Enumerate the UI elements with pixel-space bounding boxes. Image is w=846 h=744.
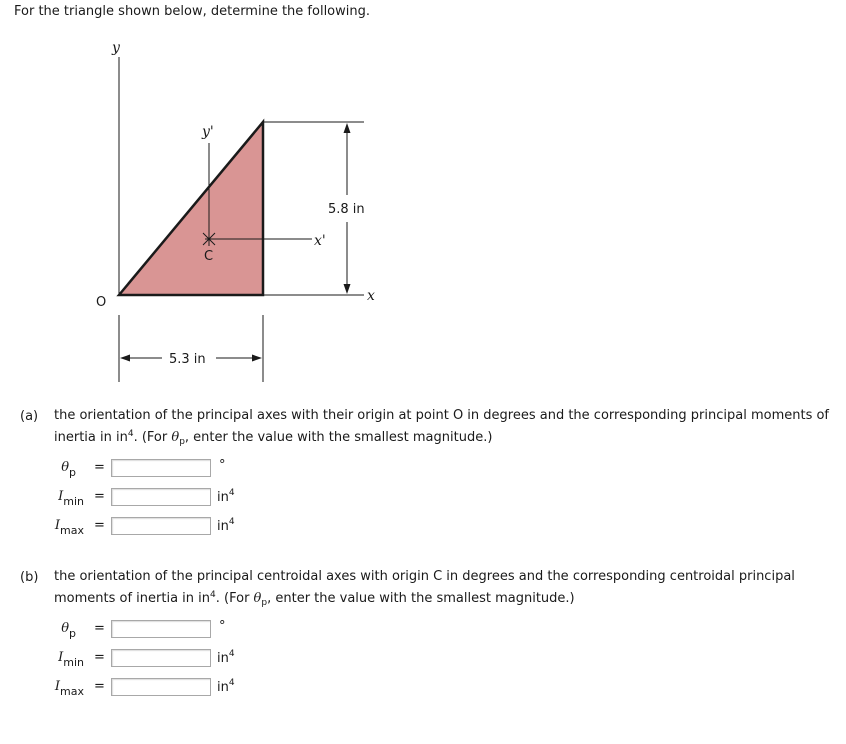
equals-sign: =: [94, 489, 105, 504]
part-b-imin-input[interactable]: [111, 649, 211, 667]
inch4-unit: $in^4$: [217, 488, 235, 505]
part-a-imax-input[interactable]: [111, 517, 211, 535]
part-b-imax-row: [0, 677, 846, 699]
arrow-up: [344, 123, 351, 133]
inch4-unit: $in^4$: [217, 678, 235, 695]
part-b-theta-input[interactable]: [111, 620, 211, 638]
width-dimension-label: 5.3 in: [169, 352, 206, 367]
part-a-question: [54, 405, 829, 449]
equals-sign: =: [94, 650, 105, 665]
y-axis-label: y: [112, 40, 120, 56]
degree-unit: °: [219, 619, 226, 634]
origin-label: O: [96, 295, 107, 310]
arrow-left: [120, 355, 130, 362]
height-dimension-label: 5.8 in: [328, 202, 365, 217]
part-b-imin-row: [0, 648, 846, 670]
part-b-imax-input[interactable]: [111, 678, 211, 696]
part-b-label: (b): [20, 570, 39, 585]
part-b-line2: moments of inertia in $in^4$. (For $\theta_p$, enter the value with the smallest magnitude.): [54, 590, 575, 608]
y-prime-label: y': [202, 124, 214, 140]
i-max-symbol: $I_{max}$: [54, 679, 84, 698]
equals-sign: =: [94, 679, 105, 694]
problem-intro: For the triangle shown below, determine the following.: [14, 4, 370, 19]
part-b-theta-row: [0, 619, 846, 641]
equals-sign: =: [94, 460, 105, 475]
theta-p-symbol: $\theta_p$: [61, 460, 76, 479]
part-b-question: [54, 566, 795, 610]
x-axis-label: x: [367, 288, 375, 304]
part-a-label: (a): [20, 409, 39, 424]
arrow-right: [252, 355, 262, 362]
part-a-imax-row: [0, 516, 846, 538]
theta-p-symbol: $\theta_p$: [61, 621, 76, 640]
inch4-unit: $in^4$: [217, 649, 235, 666]
inch4-unit: $in^4$: [217, 517, 235, 534]
i-min-symbol: $I_{min}$: [58, 489, 84, 508]
equals-sign: =: [94, 621, 105, 636]
part-a-imin-input[interactable]: [111, 488, 211, 506]
centroid-label: C: [204, 249, 214, 264]
i-min-symbol: $I_{min}$: [58, 650, 84, 669]
arrow-down: [344, 284, 351, 294]
part-a-theta-input[interactable]: [111, 459, 211, 477]
triangle-shape: [119, 122, 263, 295]
i-max-symbol: $I_{max}$: [54, 518, 84, 537]
degree-unit: °: [219, 458, 226, 473]
equals-sign: =: [94, 518, 105, 533]
part-a-theta-row: [0, 458, 846, 480]
part-a-line2: inertia in $in^4$. (For $\theta_p$, enter the value with the smallest magnitude.): [54, 429, 493, 447]
part-a-line1: the orientation of the principal axes with their origin at point O in degrees and the corresponding principal moments of: [54, 408, 830, 423]
part-a-imin-row: [0, 487, 846, 509]
x-prime-label: x': [314, 233, 326, 249]
part-b-line1: the orientation of the principal centroidal axes with origin C in degrees and the corresponding centroidal principal: [54, 569, 795, 584]
